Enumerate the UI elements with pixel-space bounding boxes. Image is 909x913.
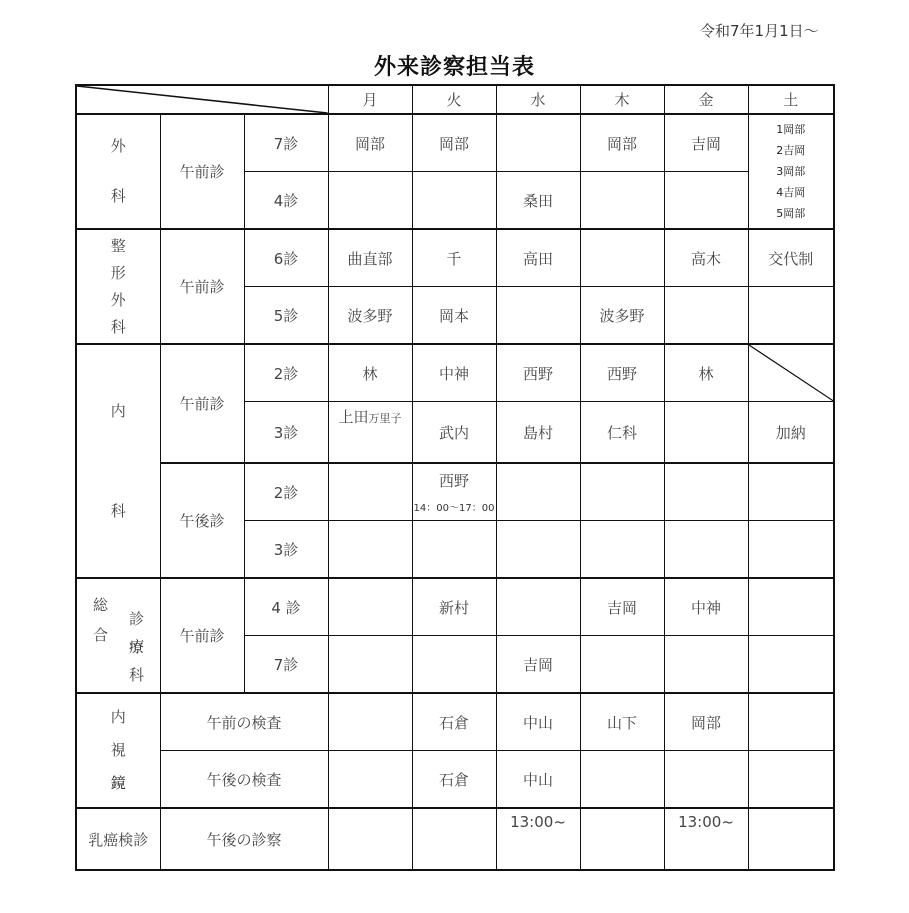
session-seikei-am: 午前診	[160, 229, 244, 344]
schedule-cell: 千	[412, 229, 496, 287]
schedule-cell: 中神	[412, 344, 496, 402]
schedule-cell	[496, 521, 580, 579]
schedule-cell: 林	[328, 344, 412, 402]
schedule-cell	[664, 751, 748, 809]
schedule-cell	[328, 636, 412, 694]
corner-diagonal-line	[77, 86, 328, 113]
schedule-cell: 岡部	[580, 114, 664, 172]
room-cell: 7診	[244, 636, 328, 694]
schedule-cell	[412, 521, 496, 579]
schedule-cell: 曲直部	[328, 229, 412, 287]
schedule-cell	[748, 808, 834, 870]
dept-nyugan: 乳癌検診	[76, 808, 160, 870]
time-note: 14：00～17：00	[413, 503, 495, 514]
schedule-cell	[412, 636, 496, 694]
day-header-mon: 月	[328, 85, 412, 114]
schedule-cell: 波多野	[580, 287, 664, 345]
schedule-cell: 中神	[664, 578, 748, 636]
dept-seikei: 整 形 外 科	[76, 229, 160, 344]
schedule-cell	[664, 287, 748, 345]
schedule-cell	[328, 751, 412, 809]
schedule-cell	[580, 172, 664, 230]
seikei-row-1	[76, 229, 834, 287]
closed-diagonal-line	[749, 345, 834, 401]
room-cell: 2診	[244, 344, 328, 402]
schedule-cell: 仁科	[580, 402, 664, 464]
exam-label: 午前の検査	[160, 693, 328, 751]
schedule-cell	[328, 693, 412, 751]
schedule-cell	[580, 636, 664, 694]
sogo-row-1	[76, 578, 834, 636]
schedule-cell	[496, 463, 580, 521]
schedule-cell: 岡部	[664, 693, 748, 751]
naika-pm-row-1	[76, 463, 834, 521]
schedule-cell	[748, 693, 834, 751]
schedule-cell: 岡部	[328, 114, 412, 172]
dept-naishikyo: 内 視 鏡	[76, 693, 160, 808]
schedule-cell: 島村	[496, 402, 580, 464]
schedule-table	[75, 84, 835, 871]
schedule-cell: 高木	[664, 229, 748, 287]
schedule-cell: 吉岡	[664, 114, 748, 172]
schedule-cell	[496, 578, 580, 636]
schedule-cell: 山下	[580, 693, 664, 751]
session-geka-am: 午前診	[160, 114, 244, 229]
day-header-fri: 金	[664, 85, 748, 114]
schedule-cell	[664, 521, 748, 579]
schedule-cell	[664, 463, 748, 521]
schedule-cell	[664, 402, 748, 464]
dept-geka: 外 科	[76, 114, 160, 229]
schedule-cell	[328, 463, 412, 521]
room-cell: 7診	[244, 114, 328, 172]
schedule-cell	[328, 808, 412, 870]
schedule-sheet	[75, 84, 833, 848]
sat-rotation-cell: 1岡部 2吉岡 3岡部 4吉岡 5岡部	[748, 114, 834, 229]
sat-closed-diagonal-cell	[748, 344, 834, 402]
schedule-cell: 新村	[412, 578, 496, 636]
exam-label: 午後の診察	[160, 808, 328, 870]
schedule-cell	[748, 287, 834, 345]
schedule-cell: 林	[664, 344, 748, 402]
day-header-tue: 火	[412, 85, 496, 114]
day-header-sat: 土	[748, 85, 834, 114]
nyugan-row	[76, 808, 834, 870]
schedule-cell	[412, 172, 496, 230]
schedule-cell: 石倉	[412, 751, 496, 809]
schedule-cell	[748, 751, 834, 809]
schedule-cell: 西野 14：00～17：00	[412, 463, 496, 521]
schedule-cell	[748, 578, 834, 636]
schedule-cell: 加納	[748, 402, 834, 464]
naishikyo-row-1	[76, 693, 834, 751]
schedule-cell	[580, 751, 664, 809]
schedule-cell: 波多野	[328, 287, 412, 345]
schedule-cell	[748, 521, 834, 579]
corner-diagonal-cell	[76, 85, 328, 114]
schedule-cell	[580, 229, 664, 287]
room-cell: 6診	[244, 229, 328, 287]
schedule-cell: 高田	[496, 229, 580, 287]
session-naika-am: 午前診	[160, 344, 244, 463]
schedule-cell: 上田万里子	[328, 402, 412, 464]
schedule-cell	[580, 463, 664, 521]
room-cell: 2診	[244, 463, 328, 521]
geka-row-1	[76, 114, 834, 172]
room-cell: 5診	[244, 287, 328, 345]
dept-sogo: 総 合 診 療 科	[76, 578, 160, 693]
day-header-wed: 水	[496, 85, 580, 114]
schedule-cell	[328, 172, 412, 230]
room-cell: 3診	[244, 402, 328, 464]
schedule-cell	[748, 636, 834, 694]
schedule-cell: 吉岡	[496, 636, 580, 694]
schedule-cell: 交代制	[748, 229, 834, 287]
day-header-thu: 木	[580, 85, 664, 114]
schedule-cell	[580, 521, 664, 579]
room-cell: 4 診	[244, 578, 328, 636]
room-cell: 3診	[244, 521, 328, 579]
schedule-cell: 吉岡	[580, 578, 664, 636]
session-naika-pm: 午後診	[160, 463, 244, 578]
naishikyo-row-2	[76, 751, 834, 809]
room-cell: 4診	[244, 172, 328, 230]
schedule-cell	[580, 808, 664, 870]
schedule-cell: 岡本	[412, 287, 496, 345]
schedule-cell: 13:00~	[496, 808, 580, 870]
effective-date: 令和7年1月1日～	[700, 22, 819, 40]
schedule-cell: 石倉	[412, 693, 496, 751]
schedule-cell	[328, 578, 412, 636]
schedule-cell: 中山	[496, 751, 580, 809]
schedule-cell	[496, 287, 580, 345]
header-row	[76, 85, 834, 114]
schedule-cell	[664, 172, 748, 230]
schedule-cell: 西野	[496, 344, 580, 402]
session-sogo-am: 午前診	[160, 578, 244, 693]
schedule-cell: 岡部	[412, 114, 496, 172]
schedule-cell	[328, 521, 412, 579]
schedule-cell: 中山	[496, 693, 580, 751]
page-title: 外来診察担当表	[373, 55, 535, 80]
schedule-cell	[664, 636, 748, 694]
schedule-cell: 13:00~	[664, 808, 748, 870]
schedule-cell	[748, 463, 834, 521]
schedule-cell	[412, 808, 496, 870]
schedule-cell: 西野	[580, 344, 664, 402]
naika-am-row-1	[76, 344, 834, 402]
exam-label: 午後の検査	[160, 751, 328, 809]
dept-naika: 内 科	[76, 344, 160, 578]
schedule-cell: 武内	[412, 402, 496, 464]
schedule-cell: 桑田	[496, 172, 580, 230]
schedule-cell	[496, 114, 580, 172]
